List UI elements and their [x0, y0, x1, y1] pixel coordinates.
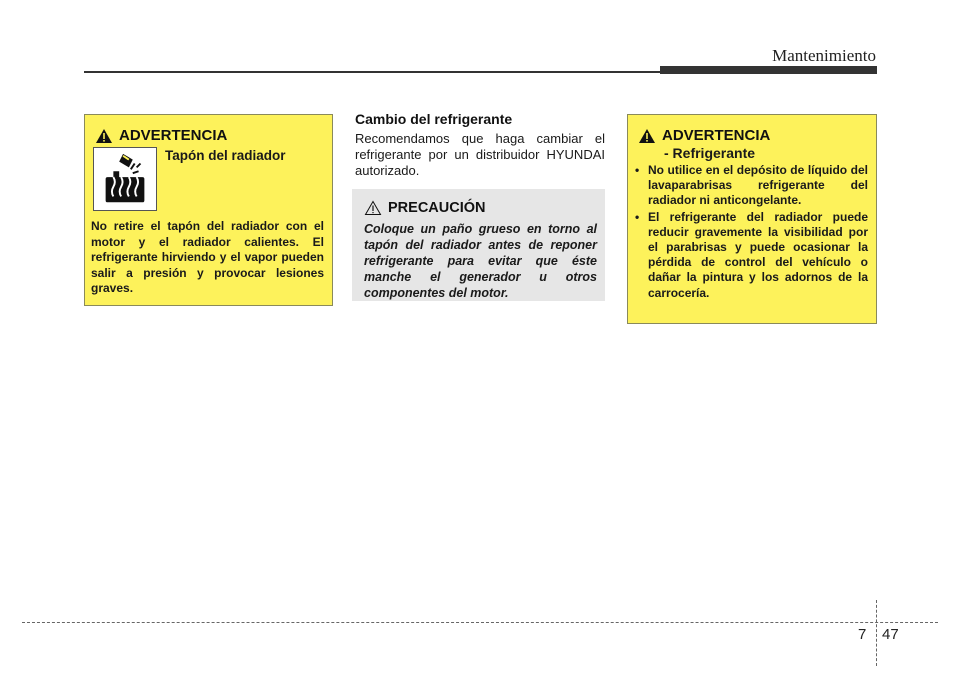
list-item: • El refrigerante del radiador puede reducir gravemente la visibilidad por el parabrisas y puede ocasionar la pérdida de control del vehículo o dañar la pintura y los adornos de la carrocería. [634, 210, 868, 301]
caution-heading-text: PRECAUCIÓN [388, 200, 486, 216]
warning-box-coolant [627, 114, 877, 324]
footer-dashed-divider [876, 600, 877, 666]
warning-heading [95, 127, 227, 144]
header-title: Mantenimiento [772, 46, 876, 65]
warning-subheading: Tapón del radiador [165, 148, 286, 163]
chapter-number: 7 [858, 626, 867, 643]
header-rule-thin [84, 71, 744, 73]
footer-dashed-rule [22, 622, 938, 623]
radiator-hot-icon [93, 147, 157, 211]
warning-triangle-icon [95, 128, 113, 144]
warning-list [634, 163, 868, 302]
warning-subheading: - Refrigerante [664, 145, 756, 161]
warning-box-radiator-cap [84, 114, 333, 306]
header-rule-thick [660, 66, 877, 74]
warning-triangle-icon [638, 128, 656, 144]
list-item: • No utilice en el depósito de líquido del lavaparabrisas refrigerante del radiador ni anticongelante. [634, 163, 868, 209]
warning-heading [638, 127, 770, 144]
section-title: Cambio del refrigerante [355, 111, 513, 127]
warning-body: No retire el tapón del radiador con el motor y el radiador calientes. El refrigerante hirviendo y el vapor pueden salir a presión y provocar lesiones graves. [91, 219, 324, 295]
caution-box [352, 189, 605, 301]
warning-heading-text: ADVERTENCIA [119, 127, 228, 144]
page-number: 47 [882, 626, 899, 643]
caution-body: Coloque un paño grueso en torno al tapón del radiador antes de reponer refrigerante para evitar que éste manche el generador u otros componentes del motor. [364, 222, 597, 300]
caution-heading [364, 200, 485, 216]
warning-heading-text: ADVERTENCIA [662, 127, 771, 144]
section-body: Recomendamos que haga cambiar el refrigerante por un distribuidor HYUNDAI autorizado. [355, 131, 605, 178]
caution-triangle-icon [364, 200, 382, 216]
